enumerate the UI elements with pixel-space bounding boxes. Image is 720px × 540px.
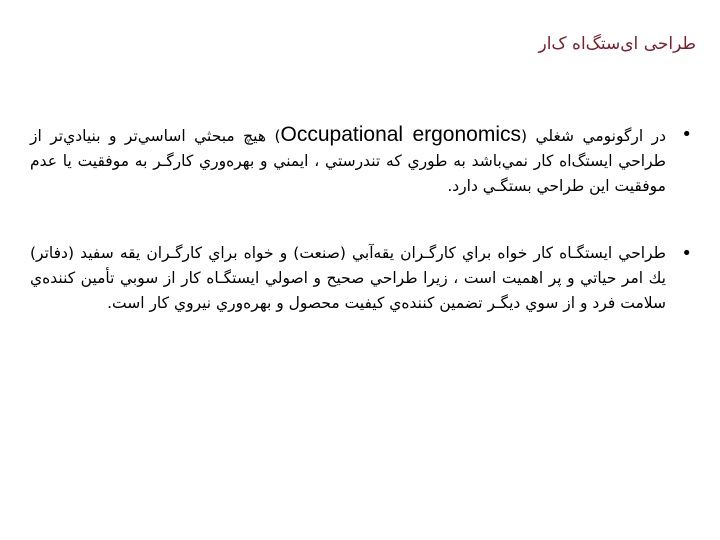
bullet-item	[30, 241, 692, 316]
bullet-latin-term: Occupational ergonomics	[280, 123, 521, 146]
slide-content	[30, 122, 692, 358]
bullet-text-start: در ارگونومي شغلي (	[521, 127, 667, 145]
bullet-marker: •	[681, 124, 692, 145]
slide-title: طراحی ای‌ستگ‌اه ک‌ار	[538, 34, 696, 54]
bullet-item	[30, 122, 692, 199]
bullet-text: طراحي ايستگـاه كار خواه براي كارگـران يقه‌آبي (صنعت) و خواه براي كارگـران يقه سفيد (دفاتر) يك امر حياتي و پر اهميت است ، زيرا طراحي صحيح و اصولي ايستگـاه كار از سوبي تأمين كننده‌ي سلامت فرد و از سوي ديگـر تضمين كننده‌ي كيفيت محصول و بهره‌وري نيروي كار است.	[30, 244, 666, 312]
bullet-text-end: ) هيچ مبحثي اساسي‌تر و بنيادي‌تر از طراحي ايستگ‌اه كار نمي‌باشد به طوري كه تندرستي ، ايمني و بهره‌وري كارگـر به موفقيت يا عدم موفقيت اين طراحي بستگـي دارد.	[30, 127, 666, 195]
bullet-marker: •	[681, 243, 692, 264]
